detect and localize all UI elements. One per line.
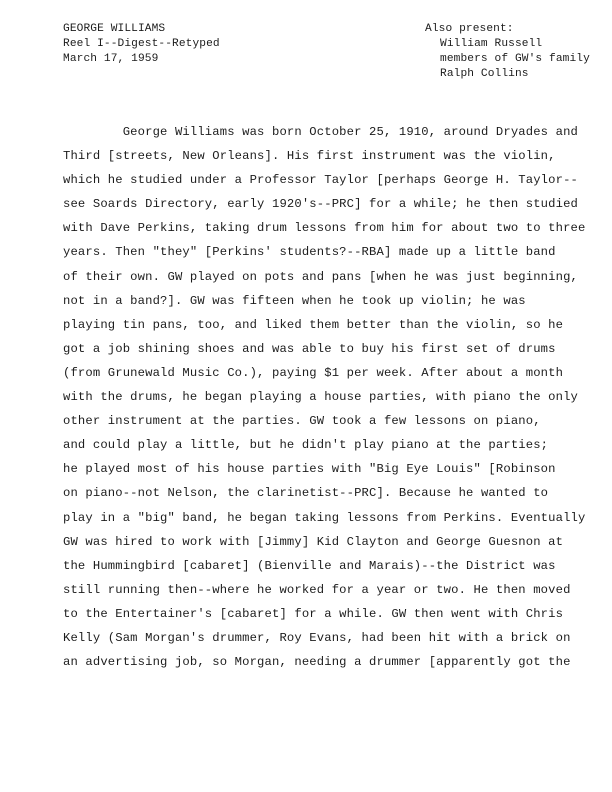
also-present-label: Also present:	[425, 23, 514, 35]
body-line: Third [streets, New Orleans]. His first instrument was the violin,	[63, 149, 556, 164]
body-line: an advertising job, so Morgan, needing a drummer [apparently got the	[63, 655, 571, 670]
body-line: still running then--where he worked for a year or two. He then moved	[63, 582, 571, 597]
body-line: playing tin pans, too, and liked them better than the violin, so he	[63, 317, 564, 332]
body-line: Kelly (Sam Morgan's drummer, Roy Evans, had been hit with a brick on	[63, 630, 571, 645]
interviewee-name: GEORGE WILLIAMS	[63, 23, 166, 35]
body-line: the Hummingbird [cabaret] (Bienville and Marais)--the District was	[63, 558, 556, 573]
body-line: on piano--not Nelson, the clarinetist--PRC]. Because he wanted to	[63, 486, 549, 501]
present-person: members of GW's family	[440, 53, 590, 65]
body-line: George Williams was born October 25, 1910, around Dryades and	[63, 125, 578, 139]
body-line: GW was hired to work with [Jimmy] Kid Clayton and George Guesnon at	[63, 534, 564, 549]
body-line: got a job shining shoes and was able to buy his first set of drums	[63, 341, 556, 356]
body-line: not in a band?]. GW was fifteen when he took up violin; he was	[63, 293, 526, 308]
reel-label: Reel I--Digest--Retyped	[63, 38, 220, 50]
body-line: and could play a little, but he didn't play piano at the parties;	[63, 438, 549, 453]
body-line: which he studied under a Professor Taylor [perhaps George H. Taylor--	[63, 173, 578, 188]
body-line: he played most of his house parties with "Big Eye Louis" [Robinson	[63, 462, 556, 477]
document-header-left	[63, 22, 220, 67]
body-line: with Dave Perkins, taking drum lessons from him for about two to three	[63, 221, 586, 236]
also-present-block	[425, 22, 590, 82]
body-line: to the Entertainer's [cabaret] for a while. GW then went with Chris	[63, 606, 564, 621]
body-line: (from Grunewald Music Co.), paying $1 per week. After about a month	[63, 365, 564, 380]
document-body	[63, 120, 593, 674]
interview-date: March 17, 1959	[63, 53, 159, 65]
present-person: William Russell	[440, 38, 543, 50]
body-line: of their own. GW played on pots and pans [when he was just beginning,	[63, 269, 578, 284]
body-line: years. Then "they" [Perkins' students?--RBA] made up a little band	[63, 245, 556, 260]
body-line: with the drums, he began playing a house parties, with piano the only	[63, 390, 578, 405]
body-line: other instrument at the parties. GW took a few lessons on piano,	[63, 414, 541, 429]
body-line: play in a "big" band, he began taking lessons from Perkins. Eventually	[63, 510, 586, 525]
body-line: see Soards Directory, early 1920's--PRC] for a while; he then studied	[63, 197, 578, 212]
present-person: Ralph Collins	[440, 68, 529, 80]
